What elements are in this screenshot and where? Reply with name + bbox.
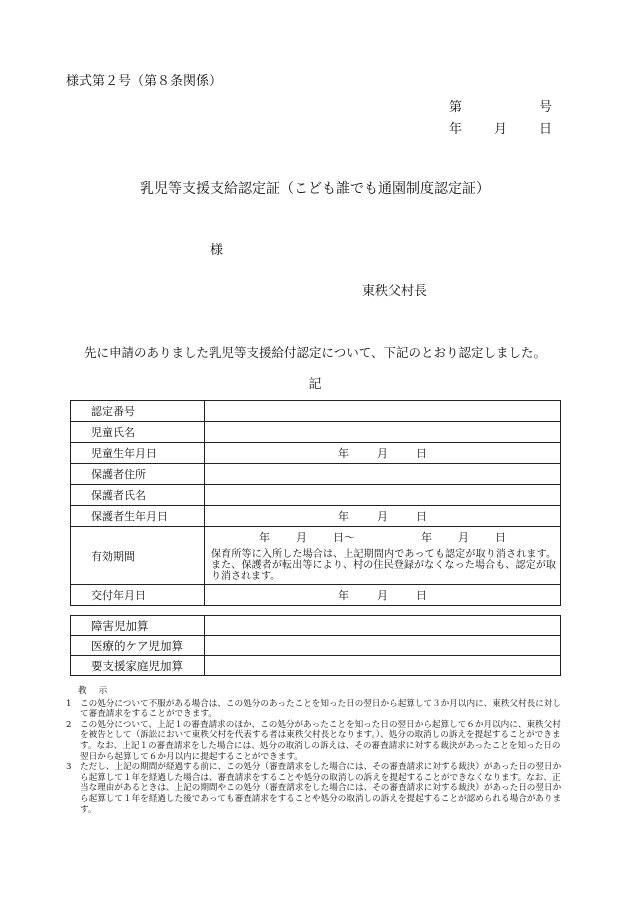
day-unit: 日 <box>416 447 427 460</box>
list-item <box>66 762 566 815</box>
day-unit: 日 <box>416 589 427 602</box>
table-row <box>71 506 561 527</box>
support-family-addition-value[interactable] <box>205 656 561 676</box>
period-range <box>205 529 560 545</box>
instructions <box>66 686 566 815</box>
table-row <box>71 527 561 585</box>
addressee-suffix: 様 <box>210 243 224 258</box>
date-month: 月 <box>494 122 508 137</box>
row-label: 交付年月日 <box>71 585 205 606</box>
from-year: 年 <box>259 531 270 544</box>
list-item <box>66 720 566 762</box>
child-birthdate-value[interactable] <box>205 443 561 464</box>
medical-care-addition-value[interactable] <box>205 636 561 656</box>
issue-date-value[interactable] <box>205 585 561 606</box>
issuer-name: 東秩父村長 <box>362 284 428 299</box>
table-row <box>71 585 561 606</box>
month-unit: 月 <box>377 589 388 602</box>
cert-number-value[interactable] <box>205 401 561 422</box>
intro-text: 先に申請のありました乳児等支援給付認定について、下記のとおり認定しました。 <box>83 345 546 360</box>
disabled-child-addition-value[interactable] <box>205 616 561 636</box>
validity-period-value[interactable] <box>205 527 561 585</box>
form-number: 様式第２号（第８条関係） <box>66 74 223 89</box>
note-text: この処分について、上記１の審査請求のほか、この処分があったことを知った日の翌日から起算して６か月以内に、東秩父村を被告として（訴訟において東秩父村を代表する者は東秩父村長となります。）、処分の取消しの訴えを提起することができます。なお、上記１の審査請求をした場合には、処分の取消しの訴えは、その審査請求に対する裁決があったことを知った日の翌日から起算して６か月以内に提起することができます。 <box>80 719 561 762</box>
table-row <box>71 616 561 636</box>
to-day: 日 <box>495 531 506 544</box>
number-go: 号 <box>539 100 553 115</box>
row-label: 要支援家庭児加算 <box>71 656 205 676</box>
certification-table <box>70 400 561 606</box>
date-year: 年 <box>449 122 463 137</box>
document-title: 乳児等支援支給認定証（こども誰でも通園制度認定証） <box>140 181 490 197</box>
row-label: 保護者住所 <box>71 464 205 485</box>
to-month: 月 <box>458 531 469 544</box>
to-year: 年 <box>421 531 432 544</box>
row-label: 保護者生年月日 <box>71 506 205 527</box>
row-label: 児童生年月日 <box>71 443 205 464</box>
row-label: 認定番号 <box>71 401 205 422</box>
addition-table <box>70 615 561 676</box>
table-row <box>71 636 561 656</box>
guardian-name-value[interactable] <box>205 485 561 506</box>
month-unit: 月 <box>377 510 388 523</box>
row-label: 保護者氏名 <box>71 485 205 506</box>
note-number: 3 <box>66 762 72 773</box>
table-row <box>71 401 561 422</box>
child-name-value[interactable] <box>205 422 561 443</box>
note-number: 1 <box>66 698 72 709</box>
from-day: 日〜 <box>333 531 355 544</box>
note-number: 2 <box>66 719 72 730</box>
row-label: 有効期間 <box>71 527 205 585</box>
list-item <box>66 699 566 720</box>
note-text: ただし、上記の期間が経過する前に、この処分（審査請求をした場合には、その審査請求に対する裁決）があった日の翌日から起算して１年を経過した場合は、審査請求をすることや処分の取消しの訴えを提起することができなくなります。なお、正当な理由があるときは、上記の期間やこの処分（審査請求をした場合には、その審査請求に対する裁決）があった日の翌日から起算して１年を経過した後であっても審査請求をすることや処分の取消しの訴えを提起することが認められる場合があります。 <box>80 762 562 815</box>
day-unit: 日 <box>416 510 427 523</box>
year-unit: 年 <box>338 447 349 460</box>
year-unit: 年 <box>338 510 349 523</box>
date-day: 日 <box>539 122 553 137</box>
row-label: 医療的ケア児加算 <box>71 636 205 656</box>
table-row <box>71 485 561 506</box>
table-row <box>71 656 561 676</box>
instructions-heading: 教示 <box>78 686 120 696</box>
row-label: 児童氏名 <box>71 422 205 443</box>
number-dai: 第 <box>449 100 463 115</box>
period-note: 保育所等に入所した場合は、上記期間内であっても認定が取り消されます。また、保護者が転出等により、村の住民登録がなくなった場合も、認定が取り消されます。 <box>211 549 556 582</box>
ki-heading: 記 <box>308 377 322 392</box>
from-month: 月 <box>296 531 307 544</box>
year-unit: 年 <box>338 589 349 602</box>
table-row <box>71 464 561 485</box>
guardian-address-value[interactable] <box>205 464 561 485</box>
month-unit: 月 <box>377 447 388 460</box>
table-row <box>71 422 561 443</box>
guardian-birthdate-value[interactable] <box>205 506 561 527</box>
row-label: 障害児加算 <box>71 616 205 636</box>
table-row <box>71 443 561 464</box>
note-text: この処分について不服がある場合は、この処分のあったことを知った日の翌日から起算して３か月以内に、東秩父村長に対して審査請求をすることができます。 <box>80 698 561 720</box>
